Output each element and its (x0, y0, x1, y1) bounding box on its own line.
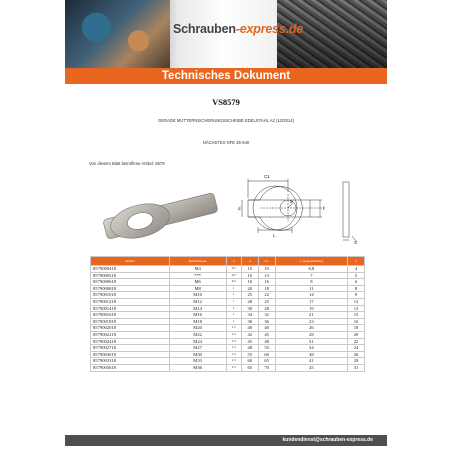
table-cell: M30 (169, 351, 226, 358)
article-number-cell: 8579002418 (91, 338, 170, 345)
table-cell: M22 (169, 331, 226, 338)
closest-standard: NÄCHSTES NFE 25-540 (202, 140, 250, 145)
table-cell: 1 (226, 298, 241, 305)
drawing-label-d: d (238, 206, 241, 211)
article-number-cell: 8579000818 (91, 285, 170, 292)
table-row (91, 312, 365, 319)
table-cell: 19 (275, 305, 347, 312)
table-cell: M4 (169, 266, 226, 273)
table-cell: 15 (348, 312, 365, 319)
drawing-label-l: L (273, 233, 276, 238)
table-cell: M27 (169, 345, 226, 352)
table-cell: 13 (258, 272, 275, 279)
article-number-cell: 8579001218 (91, 298, 170, 305)
table-cell: 23 (275, 318, 347, 325)
table-cell: 1 (226, 318, 241, 325)
table-body (91, 266, 365, 372)
table-cell: 1,5 (226, 345, 241, 352)
table-cell: 29 (348, 358, 365, 365)
drawing-label-diameter: ø (290, 199, 293, 204)
table-cell: 65 (258, 358, 275, 365)
table-cell: M24 (169, 338, 226, 345)
document-number: VS8579 (212, 97, 240, 107)
table-cell: 55 (241, 351, 258, 358)
table-cell: 41 (275, 358, 347, 365)
table-cell: 16 (258, 279, 275, 286)
table-row (91, 292, 365, 299)
table-cell: 31 (348, 364, 365, 371)
column-header: Durchmesser (169, 257, 226, 266)
table-cell: 34 (275, 345, 347, 352)
table-cell: 10 (241, 272, 258, 279)
table-row (91, 298, 365, 305)
table-cell: 0,5 (226, 266, 241, 273)
table-cell: 31 (275, 338, 347, 345)
table-cell: 55 (258, 345, 275, 352)
table-cell: 38 (275, 351, 347, 358)
table-cell: 0,5 (226, 279, 241, 286)
table-cell: 10 (258, 266, 275, 273)
column-header: Artikel (91, 257, 170, 266)
specification-table (90, 256, 365, 372)
table-cell: 45 (258, 331, 275, 338)
column-header: C1 (258, 257, 275, 266)
table-cell: 60 (241, 358, 258, 365)
table-cell: M18 (169, 318, 226, 325)
article-number-cell: 8579001818 (91, 318, 170, 325)
column-header: S (226, 257, 241, 266)
table-cell: 1,5 (226, 325, 241, 332)
table-cell: M10 (169, 292, 226, 299)
table-cell: 20 (241, 285, 258, 292)
table-cell: 1 (226, 292, 241, 299)
table-cell: 1 (226, 305, 241, 312)
affected-articles: Von diesem Blatt betroffene Artikel: 8579 (89, 161, 165, 166)
table-cell: M20 (169, 325, 226, 332)
table-cell: 5 (348, 272, 365, 279)
table-cell: 28 (258, 305, 275, 312)
table-row (91, 338, 365, 345)
table-cell: 17 (275, 298, 347, 305)
table-row (91, 364, 365, 371)
drawing-label-s: S (354, 240, 358, 245)
table-cell: 40 (258, 325, 275, 332)
table-cell: 60 (258, 351, 275, 358)
article-number-cell: 8579003018 (91, 351, 170, 358)
logo-accent-text: -express.de (235, 22, 304, 36)
table-cell: 6,8 (275, 266, 347, 273)
table-cell: *** (169, 272, 226, 279)
column-header: L (Lappenbreite) (275, 257, 347, 266)
table-cell: 7 (275, 272, 347, 279)
table-cell: 18 (258, 285, 275, 292)
table-cell: 1,5 (226, 364, 241, 371)
table-cell: 20 (348, 331, 365, 338)
table-cell: 40 (241, 325, 258, 332)
table-cell: M33 (169, 358, 226, 365)
table-cell: 30 (241, 305, 258, 312)
table-cell: 26 (348, 351, 365, 358)
table-row (91, 272, 365, 279)
article-number-cell: 8579001018 (91, 292, 170, 299)
table-cell: 6 (348, 279, 365, 286)
table-cell: 70 (258, 364, 275, 371)
table-cell: 28 (275, 331, 347, 338)
table-row (91, 285, 365, 292)
article-number-cell: 8579001418 (91, 305, 170, 312)
table-cell: 22 (258, 292, 275, 299)
column-header: d (241, 257, 258, 266)
table-cell: 24 (348, 345, 365, 352)
table-cell: 25 (258, 298, 275, 305)
drawing-label-c1: C1 (264, 174, 270, 179)
table-cell: 42 (241, 331, 258, 338)
table-cell: 48 (241, 345, 258, 352)
table-cell: 22 (348, 338, 365, 345)
table-cell: 28 (241, 298, 258, 305)
table-cell: 0,5 (226, 272, 241, 279)
table-row (91, 331, 365, 338)
table-cell: 34 (241, 312, 258, 319)
brand-logo (173, 22, 303, 36)
table-cell: 16 (241, 279, 258, 286)
drawing-label-f: f (323, 206, 325, 211)
table-cell: M14 (169, 305, 226, 312)
table-cell: 21 (275, 312, 347, 319)
washer-photo (97, 188, 223, 240)
table-row (91, 351, 365, 358)
table-cell: 13 (348, 305, 365, 312)
table-header-row (91, 257, 365, 266)
article-number-cell: 8579002718 (91, 345, 170, 352)
table-cell: M8 (169, 285, 226, 292)
header-banner (65, 0, 387, 68)
footer-bar (65, 435, 387, 446)
table-cell: M36 (169, 364, 226, 371)
table-cell: 32 (258, 312, 275, 319)
table-row (91, 279, 365, 286)
table-row (91, 318, 365, 325)
table-cell: M12 (169, 298, 226, 305)
logo-main-text: Schrauben (173, 22, 236, 36)
table-row (91, 266, 365, 273)
table-cell: 8 (348, 285, 365, 292)
table-cell: 16 (348, 318, 365, 325)
table-row (91, 305, 365, 312)
table-row (91, 325, 365, 332)
table-cell: 1,5 (226, 351, 241, 358)
table-cell: 8 (275, 279, 347, 286)
article-number-cell: 8579001618 (91, 312, 170, 319)
table-cell: 25 (241, 292, 258, 299)
table-cell: 1,5 (226, 331, 241, 338)
article-number-cell: 8579002018 (91, 325, 170, 332)
table-cell: 36 (258, 318, 275, 325)
article-number-cell: 8579000518 (91, 272, 170, 279)
article-number-cell: 8579002218 (91, 331, 170, 338)
table-cell: M6 (169, 279, 226, 286)
table-cell: 11 (275, 285, 347, 292)
document-type-title: Technisches Dokument (65, 68, 387, 84)
table-cell: 10 (241, 266, 258, 273)
table-cell: 1,5 (226, 358, 241, 365)
table-cell: 26 (275, 325, 347, 332)
support-email: kundendienst@schrauben-express.de (282, 437, 373, 443)
table-cell: 65 (241, 364, 258, 371)
table-cell: 36 (241, 318, 258, 325)
article-number-cell: 8579003318 (91, 358, 170, 365)
table-row (91, 345, 365, 352)
table-cell: 48 (258, 338, 275, 345)
article-number-cell: 8579000618 (91, 279, 170, 286)
table-cell: 45 (241, 338, 258, 345)
table-cell: 4 (348, 266, 365, 273)
table-cell: M16 (169, 312, 226, 319)
article-number-cell: 8579003618 (91, 364, 170, 371)
table-cell: 1 (226, 312, 241, 319)
header-photo-workshop (65, 0, 170, 68)
article-number-cell: 8579000418 (91, 266, 170, 273)
table-cell: 45 (275, 364, 347, 371)
table-cell: 14 (275, 292, 347, 299)
table-row (91, 358, 365, 365)
table-cell: 1,5 (226, 338, 241, 345)
table-cell: 1 (226, 285, 241, 292)
technical-drawing (230, 170, 365, 245)
table-cell: 12 (348, 298, 365, 305)
product-description: GERADE MUTTERNSICHERUNGSSCHEIBE EDELSTAHL A2 (12/2014) (158, 118, 294, 123)
table-cell: 9 (348, 292, 365, 299)
column-header: f (348, 257, 365, 266)
table-cell: 18 (348, 325, 365, 332)
